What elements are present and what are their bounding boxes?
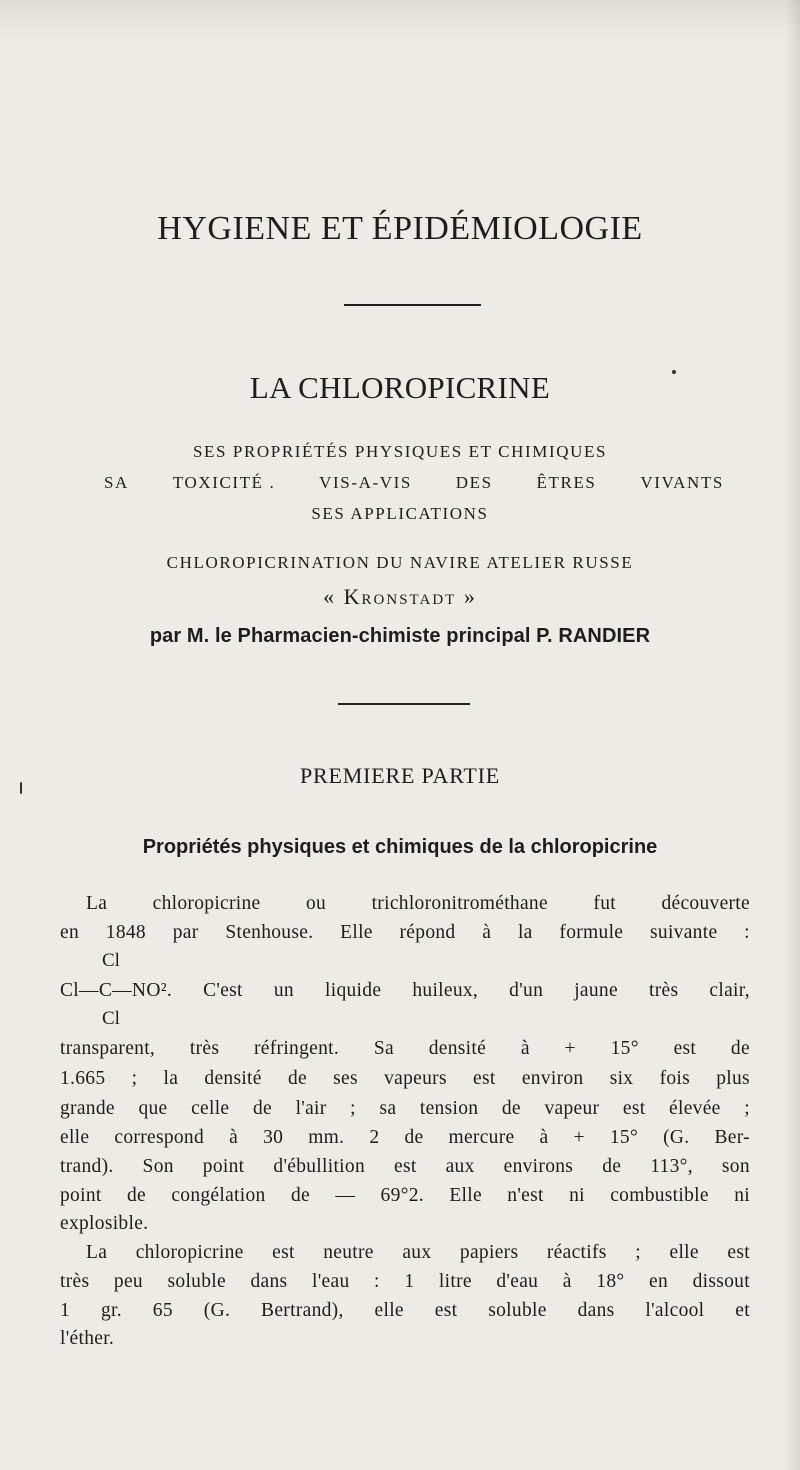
- word: sa: [379, 1098, 397, 1119]
- word: :: [374, 1271, 380, 1292]
- body-line: [86, 1242, 750, 1264]
- word: son: [721, 1156, 750, 1177]
- word: est: [394, 1156, 417, 1177]
- part-title: PREMIERE PARTIE: [300, 763, 500, 788]
- word: gr.: [100, 1300, 122, 1321]
- word: ou: [306, 893, 327, 914]
- word: à: [539, 1127, 549, 1148]
- body-line: l'éther.: [60, 1328, 115, 1349]
- word: de: [501, 1098, 521, 1119]
- word: Elle: [449, 1185, 482, 1206]
- word: Stenhouse.: [225, 922, 314, 943]
- word: —: [335, 1185, 356, 1206]
- word: et: [735, 1300, 750, 1321]
- word: huileux,: [412, 980, 479, 1001]
- word: densité: [204, 1068, 262, 1089]
- word: en: [60, 922, 80, 943]
- word: Ber-: [714, 1127, 750, 1148]
- word: fois: [659, 1068, 691, 1089]
- word: un: [273, 980, 294, 1001]
- word: celle: [191, 1098, 230, 1119]
- word: La: [86, 893, 108, 914]
- word: dissout: [692, 1271, 750, 1292]
- word: aux: [402, 1242, 432, 1263]
- word: point: [202, 1156, 245, 1177]
- word: ;: [744, 1098, 750, 1119]
- word: point: [60, 1185, 102, 1206]
- ship-line: CHLOROPICRINATION DU NAVIRE ATELIER RUSSE: [166, 553, 634, 572]
- formula-top: Cl: [102, 950, 120, 971]
- body-line: [60, 1038, 750, 1060]
- word: soluble: [488, 1300, 547, 1321]
- word: d'un: [509, 980, 544, 1001]
- word: trand).: [60, 1156, 114, 1177]
- word: d'ébullition: [273, 1156, 365, 1177]
- subtitle-word: VIS-A-VIS: [319, 473, 412, 492]
- subtitle-word: SA: [104, 473, 129, 492]
- body-line: [60, 1300, 750, 1322]
- word: 15°: [610, 1038, 639, 1059]
- word: par: [172, 922, 199, 943]
- word: de: [730, 1038, 750, 1059]
- word: que: [138, 1098, 168, 1119]
- word: ;: [350, 1098, 356, 1119]
- word: environ: [521, 1068, 584, 1089]
- word: (G.: [203, 1300, 231, 1321]
- word: +: [573, 1127, 585, 1148]
- word: dans: [577, 1300, 615, 1321]
- word: est: [622, 1098, 646, 1119]
- subheading: Propriétés physiques et chimiques de la chloropicrine: [142, 836, 658, 858]
- word: à: [520, 1038, 530, 1059]
- word: de: [126, 1185, 146, 1206]
- subtitle-word: TOXICITÉ .: [172, 473, 276, 492]
- word: la: [163, 1068, 179, 1089]
- word: la: [517, 922, 533, 943]
- word: trichloronitrométhane: [371, 893, 548, 914]
- word: très: [649, 980, 679, 1001]
- word: ses: [333, 1068, 358, 1089]
- word: est: [473, 1068, 496, 1089]
- word: suivante: [650, 922, 718, 943]
- word: 1: [404, 1271, 415, 1292]
- word: Elle: [340, 922, 373, 943]
- word: ;: [131, 1068, 138, 1089]
- word: réfringent.: [254, 1038, 340, 1059]
- word: est: [727, 1242, 750, 1263]
- word: elle: [374, 1300, 404, 1321]
- divider-rule: [338, 703, 470, 705]
- word: ni: [734, 1185, 750, 1206]
- word: de: [287, 1068, 307, 1089]
- word: combustible: [610, 1185, 709, 1206]
- word: grande: [60, 1098, 115, 1119]
- body-line: [60, 1156, 750, 1178]
- word: litre: [438, 1271, 472, 1292]
- word: formule: [559, 922, 624, 943]
- word: 65: [152, 1300, 173, 1321]
- ship-name: « Kronstadt »: [323, 584, 477, 609]
- word: fut: [593, 893, 616, 914]
- word: en: [649, 1271, 669, 1292]
- word: l'alcool: [645, 1300, 705, 1321]
- word: à: [229, 1127, 239, 1148]
- body-line: [60, 1068, 750, 1090]
- word: dans: [250, 1271, 288, 1292]
- word: 18°: [596, 1271, 625, 1292]
- body-line: [60, 1098, 750, 1120]
- word: environs: [503, 1156, 574, 1177]
- word: de: [404, 1127, 424, 1148]
- word: à: [562, 1271, 572, 1292]
- word: soluble: [167, 1271, 226, 1292]
- word: Bertrand),: [261, 1300, 344, 1321]
- subtitle-word: ÊTRES: [536, 473, 597, 492]
- word: six: [609, 1068, 634, 1089]
- word: 30: [263, 1127, 284, 1148]
- word: La: [86, 1242, 108, 1263]
- word: 15°: [609, 1127, 639, 1148]
- body-line: [60, 1271, 750, 1293]
- word: plus: [716, 1068, 750, 1089]
- word: papiers: [459, 1242, 519, 1263]
- word: peu: [113, 1271, 143, 1292]
- word: de: [252, 1098, 272, 1119]
- body-line: [60, 922, 750, 944]
- word: neutre: [323, 1242, 374, 1263]
- word: d'eau: [496, 1271, 539, 1292]
- word: elle: [669, 1242, 699, 1263]
- word: est: [434, 1300, 458, 1321]
- word: est: [272, 1242, 295, 1263]
- scan-speck: [672, 370, 676, 374]
- word: jaune: [574, 980, 618, 1001]
- word: C'est: [203, 980, 243, 1001]
- word: élevée: [669, 1098, 721, 1119]
- word: congélation: [171, 1185, 266, 1206]
- divider-rule: [344, 304, 481, 306]
- word: répond: [399, 922, 456, 943]
- word: Cl—C—NO².: [60, 980, 173, 1001]
- word: ni: [569, 1185, 585, 1206]
- word: (G.: [663, 1127, 690, 1148]
- word: elle: [60, 1127, 90, 1148]
- word: 1848: [105, 922, 146, 943]
- word: correspond: [114, 1127, 205, 1148]
- word: très: [189, 1038, 220, 1059]
- subtitle-word: DES: [455, 473, 493, 492]
- word: découverte: [661, 893, 750, 914]
- word: clair,: [709, 980, 750, 1001]
- section-title: HYGIENE ET ÉPIDÉMIOLOGIE: [157, 210, 643, 247]
- word: l'air: [295, 1098, 327, 1119]
- word: Sa: [373, 1038, 394, 1059]
- word: à: [482, 922, 492, 943]
- word: 113°,: [650, 1156, 693, 1177]
- body-line: [60, 1185, 750, 1207]
- subtitle-line-2: [104, 473, 724, 493]
- word: est: [673, 1038, 697, 1059]
- word: n'est: [507, 1185, 544, 1206]
- subtitle-word: VIVANTS: [640, 473, 724, 492]
- word: réactifs: [546, 1242, 607, 1263]
- formula-line: [60, 980, 750, 1002]
- word: mm.: [308, 1127, 345, 1148]
- word: mercure: [448, 1127, 515, 1148]
- word: tension: [419, 1098, 479, 1119]
- body-line: [86, 893, 750, 915]
- word: vapeurs: [384, 1068, 447, 1089]
- body-line: [60, 1127, 750, 1149]
- word: aux: [445, 1156, 475, 1177]
- word: l'eau: [312, 1271, 350, 1292]
- author-line: par M. le Pharmacien-chimiste principal P. RANDIER: [149, 625, 651, 647]
- word: liquide: [325, 980, 382, 1001]
- word: vapeur: [544, 1098, 600, 1119]
- word: de: [290, 1185, 310, 1206]
- word: +: [564, 1038, 576, 1059]
- word: de: [602, 1156, 622, 1177]
- subtitle-line-1: SES PROPRIÉTÉS PHYSIQUES ET CHIMIQUES: [192, 442, 608, 461]
- word: 1: [60, 1300, 71, 1321]
- article-title: LA CHLOROPICRINE: [249, 370, 551, 405]
- formula-bottom: Cl: [102, 1008, 120, 1029]
- word: 2: [369, 1127, 380, 1148]
- word: très: [60, 1271, 90, 1292]
- word: 1.665: [60, 1068, 106, 1089]
- word: chloropicrine: [152, 893, 261, 914]
- word: 69°2.: [380, 1185, 424, 1206]
- word: :: [744, 922, 750, 943]
- word: Son: [142, 1156, 174, 1177]
- word: ;: [635, 1242, 641, 1263]
- scan-speck: [20, 782, 22, 794]
- body-line: explosible.: [60, 1213, 149, 1234]
- subtitle-line-3: SES APPLICATIONS: [311, 504, 489, 523]
- word: transparent,: [60, 1038, 156, 1059]
- page-shadow-top: [0, 0, 800, 40]
- word: chloropicrine: [135, 1242, 244, 1263]
- word: densité: [428, 1038, 487, 1059]
